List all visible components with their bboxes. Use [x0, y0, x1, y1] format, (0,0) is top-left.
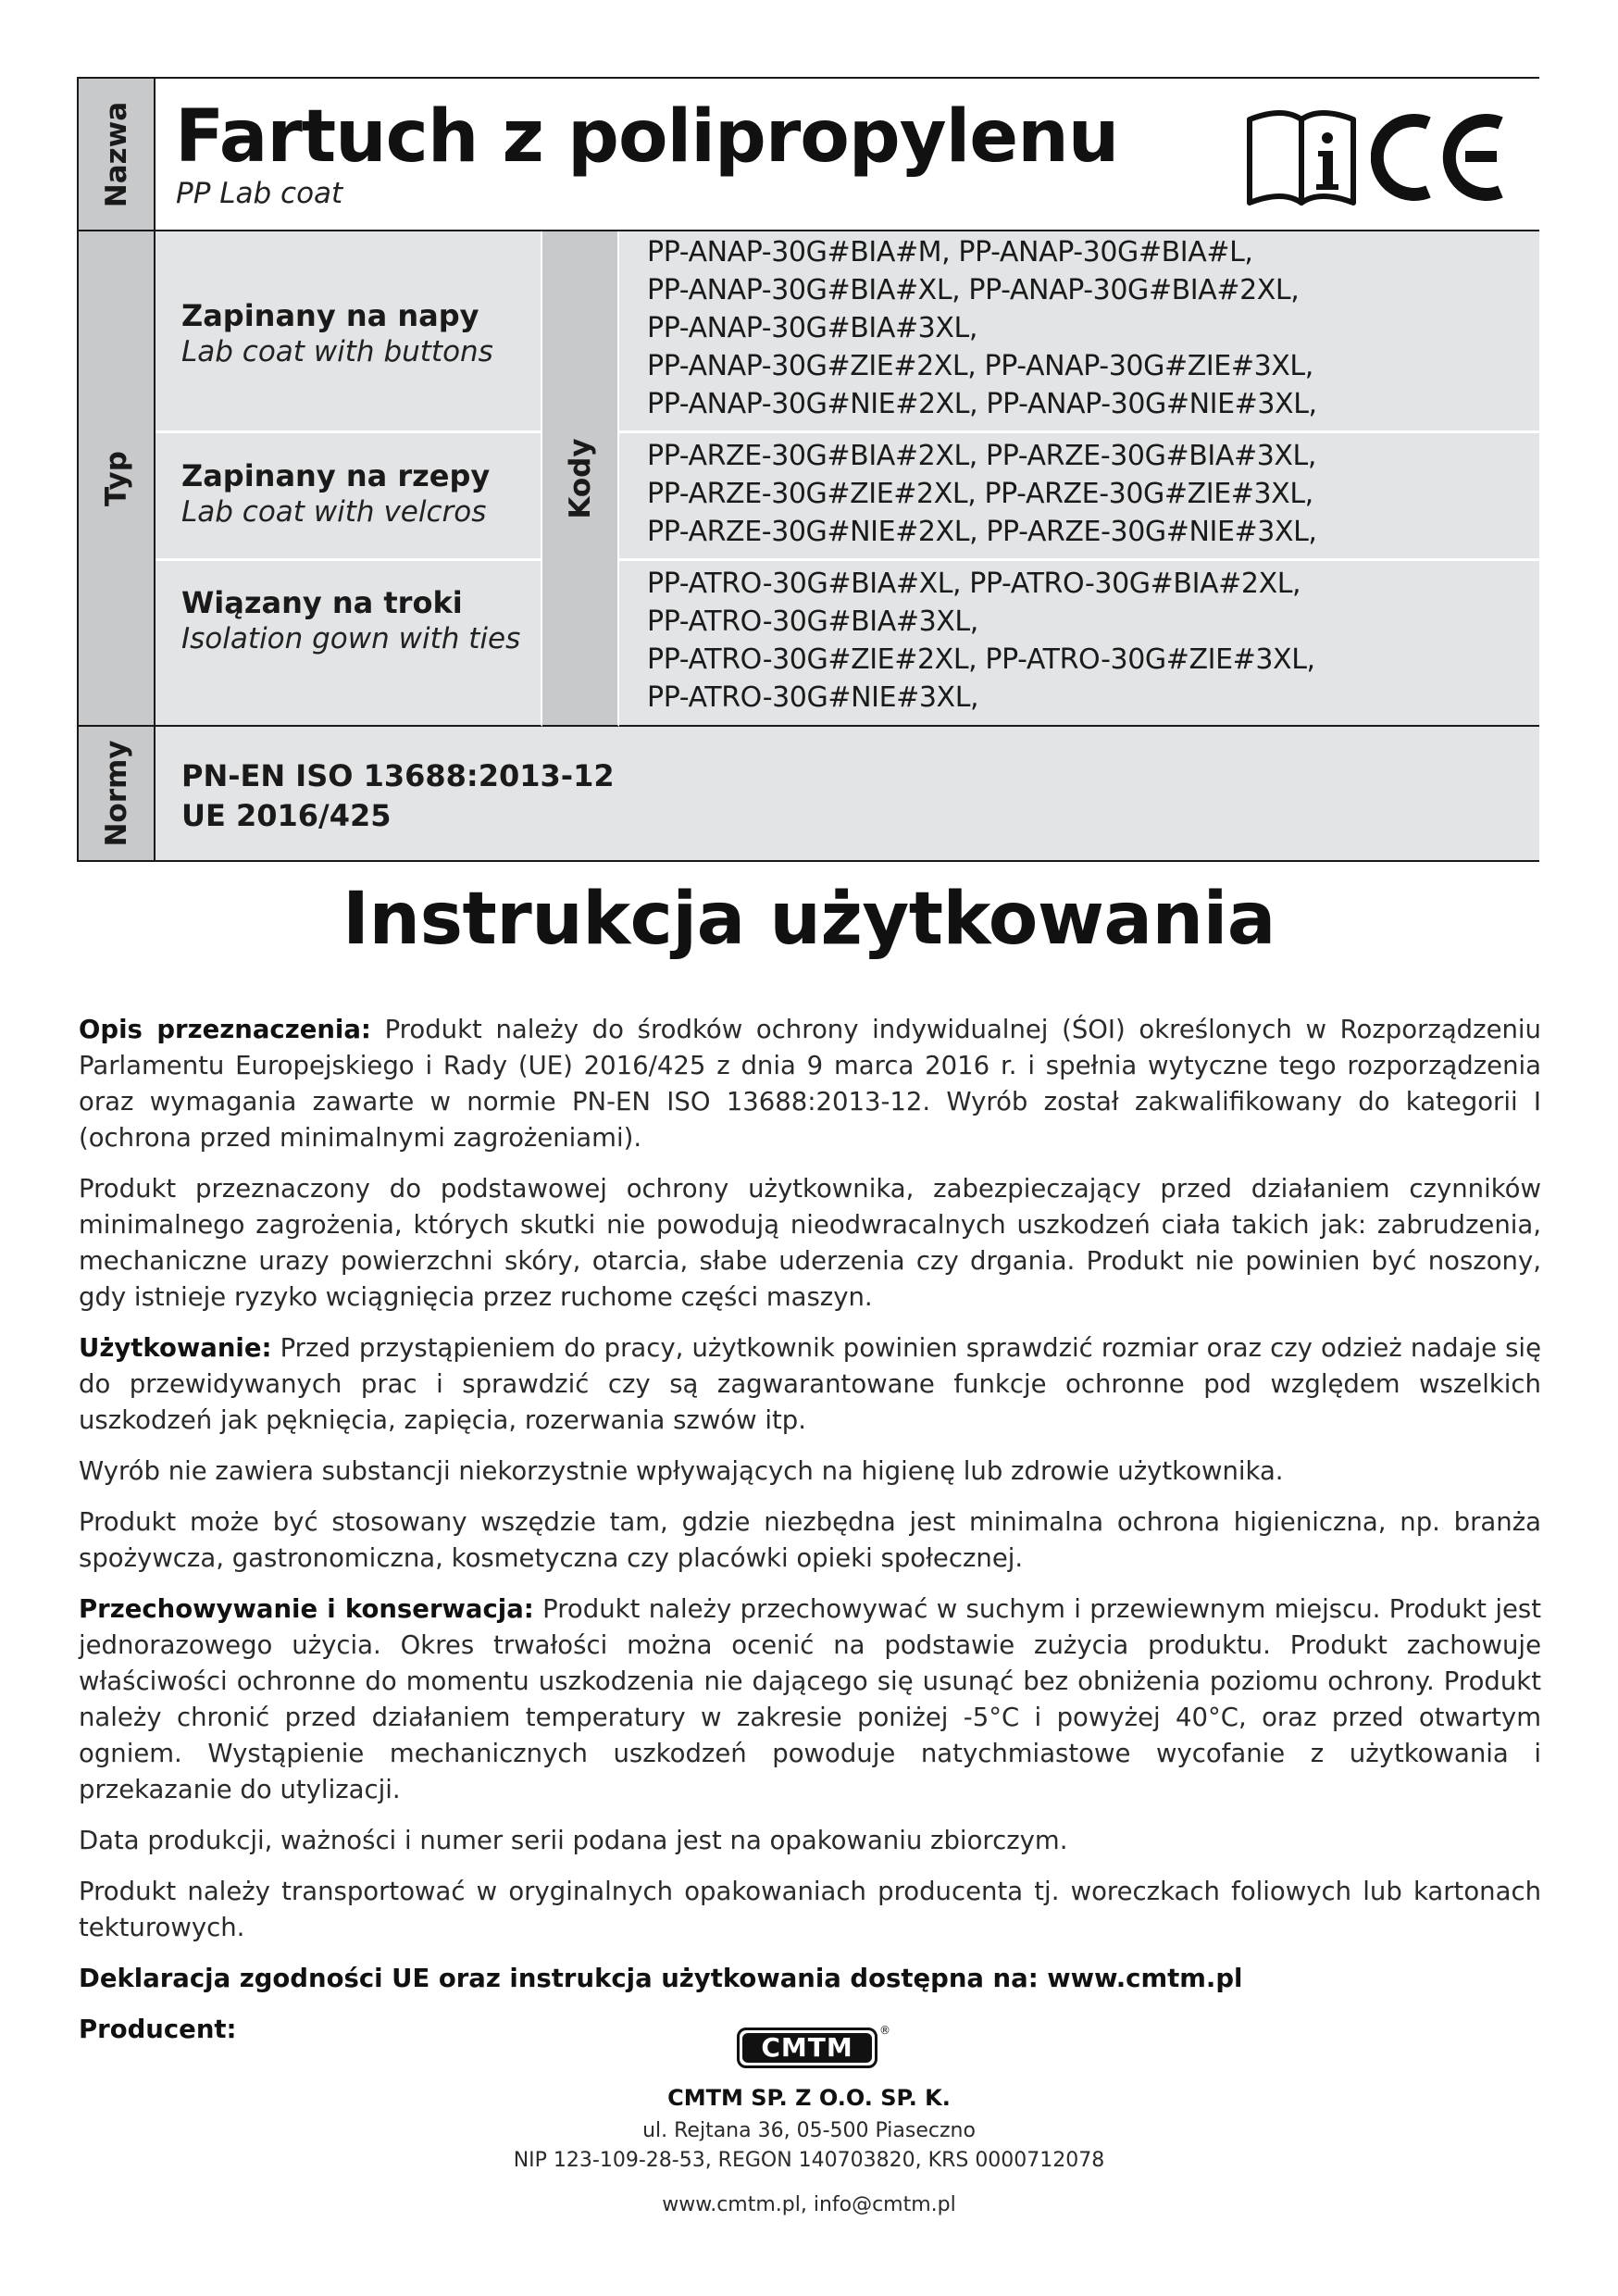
- label-cell-normy: [79, 727, 156, 860]
- code-line: PP-ARZE-30G#NIE#2XL, PP-ARZE-30G#NIE#3XL,: [647, 516, 1317, 548]
- paragraph-production-date: [79, 1823, 1541, 1859]
- paragraph-label: Opis przeznaczenia:: [79, 1015, 371, 1044]
- paragraph-text: Produkt należy transportować w oryginalnych opakowaniach producenta tj. woreczkach foliowych lub kartonach tekturowych.: [79, 1877, 1541, 1942]
- paragraph-transport: [79, 1874, 1541, 1946]
- paragraph-declaration: [79, 1961, 1541, 1997]
- product-title: Fartuch z polipropylenu: [175, 95, 1119, 179]
- codes-cell-2: [619, 433, 1539, 561]
- paragraph-label: Deklaracja zgodności UE oraz instrukcja użytkowania dostępna na: www.cmtm.pl: [79, 1964, 1243, 1993]
- paragraph-text: Produkt może być stosowany wszędzie tam, gdzie niezbędna jest minimalna ochrona higieniczna, np. branża spożywcza, gastronomiczna, kosmetyczna czy placówki opieki społecznej.: [79, 1507, 1541, 1573]
- type-cell-1: [156, 231, 542, 433]
- type-subtitle: Lab coat with buttons: [181, 335, 493, 368]
- registered-mark: ®: [879, 2024, 890, 2037]
- cmtm-logo: [726, 2024, 892, 2076]
- code-line: PP-ANAP-30G#BIA#XL, PP-ANAP-30G#BIA#2XL,: [647, 274, 1300, 306]
- type-name: Zapinany na rzepy: [181, 458, 491, 493]
- type-cell-3: [156, 561, 542, 727]
- norm-line: UE 2016/425: [181, 798, 392, 833]
- paragraph-label: Przechowywanie i konserwacja:: [79, 1594, 534, 1624]
- label-kody: Kody: [563, 437, 597, 519]
- paragraph-text: Wyrób nie zawiera substancji niekorzystnie wpływających na higienę lub zdrowie użytkownika.: [79, 1456, 1284, 1486]
- code-line: PP-ANAP-30G#NIE#2XL, PP-ANAP-30G#NIE#3XL,: [647, 388, 1317, 420]
- paragraph-text: Przed przystąpieniem do pracy, użytkownik powinien sprawdzić rozmiar oraz czy odzież nadaje się do przewidywanych prac i sprawdzić czy są zagwarantowane funkcje ochronne pod względem wszelkich uszkodzeń jak pęknięcia, zapięcia, rozerwania szwów itp.: [79, 1333, 1541, 1435]
- company-address: ul. Rejtana 36, 05-500 Piaseczno: [642, 2119, 976, 2142]
- product-subtitle: PP Lab coat: [176, 177, 343, 210]
- paragraph-substances: [79, 1454, 1541, 1490]
- type-name: Zapinany na napy: [181, 298, 479, 333]
- ce-mark: [1371, 103, 1510, 209]
- code-line: PP-ANAP-30G#BIA#3XL,: [647, 312, 977, 344]
- paragraph-storage: [79, 1591, 1541, 1808]
- code-line: PP-ATRO-30G#ZIE#2XL, PP-ATRO-30G#ZIE#3XL,: [647, 643, 1315, 676]
- codes-cell-1: [619, 231, 1539, 433]
- paragraph-label: Producent:: [79, 2015, 237, 2044]
- producer-footer: [0, 2024, 1618, 2220]
- type-cell-2: [156, 433, 542, 561]
- type-subtitle: Lab coat with velcros: [181, 495, 487, 529]
- paragraph-protection: [79, 1171, 1541, 1316]
- label-cell-nazwa: [79, 79, 156, 231]
- paragraph-text: Data produkcji, ważności i numer serii podana jest na opakowaniu zbiorczym.: [79, 1826, 1068, 1855]
- label-cell-kody: [542, 231, 619, 727]
- label-nazwa: Nazwa: [99, 101, 133, 207]
- code-line: PP-ATRO-30G#BIA#3XL,: [647, 605, 978, 638]
- label-cell-typ: [79, 231, 156, 727]
- paragraph-label: Użytkowanie:: [79, 1333, 272, 1363]
- product-spec-table: [77, 77, 1539, 862]
- paragraph-purpose: [79, 1012, 1541, 1156]
- label-normy: Normy: [99, 740, 133, 847]
- paragraph-application: [79, 1504, 1541, 1577]
- norm-line: PN-EN ISO 13688:2013-12: [181, 758, 615, 793]
- code-line: PP-ATRO-30G#BIA#XL, PP-ATRO-30G#BIA#2XL,: [647, 568, 1301, 600]
- company-contact: www.cmtm.pl, info@cmtm.pl: [662, 2193, 956, 2216]
- company-ids: NIP 123-109-28-53, REGON 140703820, KRS 0000712078: [513, 2149, 1105, 2172]
- instructions-heading: Instrukcja użytkowania: [342, 878, 1276, 961]
- type-subtitle: Isolation gown with ties: [181, 622, 521, 655]
- codes-cell-3: [619, 561, 1539, 727]
- paragraph-text: Produkt należy do środków ochrony indywidualnej (ŚOI) określonych w Rozporządzeniu Parlamentu Europejskiego i Rady (UE) 2016/425 z dnia 9 marca 2016 r. i spełnia wytyczne tego rozporządzenia oraz wymagania zawarte w normie PN-EN ISO 13688:2013-12. Wyrób został zakwalifikowany do kategorii I (ochrona przed minimalnymi zagrożeniami).: [79, 1015, 1541, 1153]
- code-line: PP-ANAP-30G#ZIE#2XL, PP-ANAP-30G#ZIE#3XL,: [647, 350, 1313, 382]
- code-line: PP-ARZE-30G#BIA#2XL, PP-ARZE-30G#BIA#3XL,: [647, 440, 1316, 472]
- paragraph-usage: [79, 1330, 1541, 1439]
- code-line: PP-ANAP-30G#BIA#M, PP-ANAP-30G#BIA#L,: [647, 236, 1253, 268]
- type-name: Wiązany na troki: [181, 585, 463, 620]
- logo-text: CMTM: [761, 2032, 853, 2063]
- paragraph-text: Produkt przeznaczony do podstawowej ochrony użytkownika, zabezpieczający przed działaniem czynników minimalnego zagrożenia, których skutki nie powodują nieodwracalnych uszkodzeń ciała takich jak: zabrudzenia, mechaniczne urazy powierzchni skóry, otarcia, słabe uderzenia czy drgania. Produkt nie powinien być noszony, gdy istnieje ryzyko wciągnięcia przez ruchome części maszyn.: [79, 1174, 1541, 1312]
- label-typ: Typ: [99, 450, 133, 506]
- code-line: PP-ARZE-30G#ZIE#2XL, PP-ARZE-30G#ZIE#3XL,: [647, 478, 1313, 510]
- company-name: CMTM SP. Z O.O. SP. K.: [667, 2085, 951, 2111]
- instructions-body: [79, 1012, 1541, 2063]
- norms-cell: [156, 727, 1539, 860]
- code-line: PP-ATRO-30G#NIE#3XL,: [647, 681, 979, 714]
- paragraph-text: Produkt należy przechowywać w suchym i przewiewnym miejscu. Produkt jest jednorazowego użycia. Okres trwałości można ocenić na podstawie zużycia produktu. Produkt zachowuje właściwości ochronne do momentu uszkodzenia nie dającego się usunąć bez obniżenia poziomu ochrony. Produkt należy chronić przed działaniem temperatury w zakresie poniżej -5°C i powyżej 40°C, oraz przed otwartym ogniem. Wystąpienie mechanicznych uszkodzeń powoduje natychmiastowe wycofanie z użytkowania i przekazanie do utylizacji.: [79, 1594, 1541, 1804]
